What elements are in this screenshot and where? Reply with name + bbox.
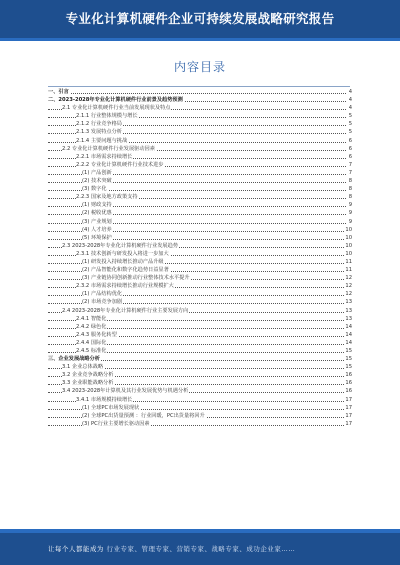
toc-entry[interactable] bbox=[48, 404, 352, 412]
toc-entry-label: 2.2.3 国家及地方政策支持 bbox=[76, 194, 138, 201]
toc-entry[interactable] bbox=[48, 218, 352, 226]
toc-entry-page: 12 bbox=[345, 283, 352, 290]
toc-entry-label: (2) 市场竞争加剧 bbox=[82, 299, 123, 306]
toc-entry-label: (1) 产品创新 bbox=[82, 169, 112, 176]
toc-entry-page: 17 bbox=[345, 420, 352, 427]
toc-entry-label: 2.3.1 技术创新与研发投入将进一步加大 bbox=[76, 250, 169, 257]
toc-entry-page: 14 bbox=[345, 323, 352, 330]
toc-entry-page: 8 bbox=[348, 178, 352, 185]
toc-entry[interactable] bbox=[48, 201, 352, 209]
toc-entry-page: 13 bbox=[345, 307, 352, 314]
toc-entry[interactable] bbox=[48, 169, 352, 177]
toc-entry-label: 2.4.4 国际化 bbox=[76, 339, 107, 346]
toc-entry-label: 2.3 2023-2028年专业化计算机硬件行业发展趋势 bbox=[62, 242, 178, 249]
toc-entry-page: 10 bbox=[345, 234, 352, 241]
toc-entry[interactable] bbox=[48, 412, 352, 420]
toc-entry[interactable] bbox=[48, 226, 352, 234]
toc-entry-page: 17 bbox=[345, 412, 352, 419]
toc-entry-label: 2.1.3 发展特点分析 bbox=[76, 129, 122, 136]
toc-entry[interactable] bbox=[48, 177, 352, 185]
toc-entry-page: 7 bbox=[348, 169, 352, 176]
toc-entry[interactable] bbox=[48, 112, 352, 120]
toc-entry[interactable] bbox=[48, 128, 352, 136]
toc-entry-label: (2) 产品智能化和数字化趋势日益显著 bbox=[82, 267, 169, 274]
toc-entry[interactable] bbox=[48, 371, 352, 379]
toc-entry-label: 2.3.2 市场需求持续增长推动行业规模扩大 bbox=[76, 283, 174, 290]
toc-entry-page: 9 bbox=[348, 218, 352, 225]
toc-entry-label: (2) 技术突破 bbox=[82, 178, 112, 185]
toc-entry-page: 11 bbox=[345, 258, 352, 265]
toc-entry-label: 2.4.5 标准化 bbox=[76, 348, 107, 354]
toc-entry-page: 12 bbox=[345, 291, 352, 298]
toc-entry[interactable] bbox=[48, 96, 352, 104]
toc-entry[interactable] bbox=[48, 355, 352, 363]
toc-entry[interactable] bbox=[48, 258, 352, 266]
toc-entry-label: (3) 数字化 bbox=[82, 186, 107, 193]
toc-entry-label: (4) 人才培养 bbox=[82, 226, 112, 233]
toc-entry-label: (1) 全球PC市场发展现状 bbox=[82, 404, 140, 411]
toc-entry-page: 12 bbox=[345, 275, 352, 282]
toc-entry-page: 10 bbox=[345, 250, 352, 257]
toc-entry[interactable] bbox=[48, 104, 352, 112]
toc-entry-label: 2.1.1 行业整体规模与增长 bbox=[76, 113, 138, 120]
toc-entry-page: 6 bbox=[348, 137, 352, 144]
toc-entry-label: (2) 税收优惠 bbox=[82, 210, 112, 217]
toc-entry[interactable] bbox=[48, 307, 352, 315]
toc-entry-page: 4 bbox=[348, 105, 352, 112]
toc-entry[interactable] bbox=[48, 145, 352, 153]
toc-entry[interactable] bbox=[48, 120, 352, 128]
report-title: 专业化计算机硬件企业可持续发展战略研究报告 bbox=[65, 11, 335, 26]
toc-entry-page: 14 bbox=[345, 339, 352, 346]
toc-entry-label: 2.2.1 市场需求持续增长 bbox=[76, 153, 133, 160]
toc-entry-page: 13 bbox=[345, 299, 352, 306]
toc-entry[interactable] bbox=[48, 153, 352, 161]
toc-entry-page: 5 bbox=[348, 121, 352, 128]
toc-entry-label: 3.2 企业竞争战略分析 bbox=[62, 372, 114, 379]
toc-entry-label: 三、企业发展战略分析 bbox=[48, 356, 100, 363]
toc-entry-label: (1) 研发投入持续增长推动产品升级 bbox=[82, 258, 164, 265]
toc-entry-page: 5 bbox=[348, 129, 352, 136]
toc-entry[interactable] bbox=[48, 331, 352, 339]
toc-entry[interactable] bbox=[48, 137, 352, 145]
toc-entry-page: 15 bbox=[345, 348, 352, 354]
toc-entry[interactable] bbox=[48, 396, 352, 404]
toc-entry[interactable] bbox=[48, 161, 352, 169]
toc-entry-page: 14 bbox=[345, 331, 352, 338]
toc-entry-page: 10 bbox=[345, 226, 352, 233]
toc-entry[interactable] bbox=[48, 387, 352, 395]
toc-entry-label: 一、引言 bbox=[48, 89, 69, 95]
toc-heading: 内容目录 bbox=[173, 60, 226, 74]
table-of-contents bbox=[48, 88, 352, 428]
toc-entry-page: 8 bbox=[348, 186, 352, 193]
toc-entry-label: 2.4.1 智能化 bbox=[76, 315, 107, 322]
toc-entry-page: 11 bbox=[345, 267, 352, 274]
toc-entry-page: 4 bbox=[348, 97, 352, 104]
toc-entry-label: 3.4 2023-2028年计算机及其行业发展优势与机遇分析 bbox=[62, 388, 189, 395]
toc-entry-label: 2.2.2 专业化计算机硬件行业技术进步 bbox=[76, 161, 164, 168]
toc-entry-label: (3) 产业链协同创新推动行业整体技术水平提升 bbox=[82, 275, 190, 282]
toc-entry-page: 13 bbox=[345, 315, 352, 322]
toc-entry-label: (1) 产品结构优化 bbox=[82, 291, 123, 298]
toc-entry-label: 2.4 2023-2028年专业化计算机硬件行业主要发展方向 bbox=[62, 307, 189, 314]
toc-entry-page: 4 bbox=[348, 89, 352, 95]
toc-entry-label: (3) 产业规划 bbox=[82, 218, 112, 225]
header-stripe bbox=[0, 38, 400, 41]
toc-entry-label: 二、2023-2028年专业化计算机硬件行业前景及趋势预测 bbox=[48, 97, 183, 104]
toc-entry-label: 3.1 企业总体战略 bbox=[62, 364, 104, 371]
footer-slogan-roles: 行业专家、管理专家、营销专家、战略专家、成功企业家…… bbox=[106, 545, 296, 553]
toc-entry-page: 15 bbox=[345, 364, 352, 371]
footer-slogan-lead: 让每个人都能成为 bbox=[48, 545, 104, 553]
toc-entry[interactable] bbox=[48, 363, 352, 371]
toc-entry[interactable] bbox=[48, 234, 352, 242]
toc-entry[interactable] bbox=[48, 315, 352, 323]
toc-entry-page: 17 bbox=[345, 396, 352, 403]
toc-entry-label: 2.2 专业化计算机硬件行业发展驱动因素 bbox=[62, 145, 155, 152]
toc-entry-page: 9 bbox=[348, 210, 352, 217]
toc-entry[interactable] bbox=[48, 323, 352, 331]
toc-entry-label: 2.1.2 行业竞争格局 bbox=[76, 121, 122, 128]
toc-leader-dots bbox=[48, 93, 346, 94]
toc-entry-page: 17 bbox=[345, 404, 352, 411]
toc-entry-page: 8 bbox=[348, 194, 352, 201]
toc-entry-label: (3) PC行业主要增长驱动因素 bbox=[82, 420, 150, 427]
toc-entry[interactable] bbox=[48, 290, 352, 298]
toc-entry-page: 9 bbox=[348, 202, 352, 209]
toc-entry[interactable] bbox=[48, 274, 352, 282]
toc-entry[interactable] bbox=[48, 185, 352, 193]
toc-entry-label: 2.1.4 主要问题与挑战 bbox=[76, 137, 128, 144]
toc-entry[interactable] bbox=[48, 298, 352, 306]
toc-entry-label: 2.4.2 绿色化 bbox=[76, 323, 107, 330]
toc-entry[interactable] bbox=[48, 209, 352, 217]
toc-divider bbox=[48, 86, 350, 87]
toc-entry-label: (2) 全球PC出货量预测 ：行业回暖，PC出货量将回升 bbox=[82, 412, 205, 419]
toc-entry[interactable] bbox=[48, 339, 352, 347]
toc-entry-label: 3.4.1 市场规模持续增长 bbox=[76, 396, 133, 403]
toc-entry-page: 6 bbox=[348, 145, 352, 152]
toc-entry[interactable] bbox=[48, 242, 352, 250]
toc-entry-page: 16 bbox=[345, 372, 352, 379]
toc-entry-label: 2.1 专业化计算机硬件行业当前发展现状及特点 bbox=[62, 105, 171, 112]
footer-slogan bbox=[48, 533, 295, 565]
toc-entry-page: 15 bbox=[345, 356, 352, 363]
toc-entry-label: (1) 财政支持 bbox=[82, 202, 112, 209]
toc-entry-label: 2.4.3 服务化转型 bbox=[76, 331, 117, 338]
toc-entry-page: 16 bbox=[345, 388, 352, 395]
toc-entry[interactable] bbox=[48, 282, 352, 290]
toc-entry[interactable] bbox=[48, 420, 352, 428]
toc-entry-page: 10 bbox=[345, 242, 352, 249]
toc-entry[interactable] bbox=[48, 379, 352, 387]
toc-entry[interactable] bbox=[48, 347, 352, 355]
toc-entry-page: 16 bbox=[345, 380, 352, 387]
toc-entry[interactable] bbox=[48, 250, 352, 258]
toc-entry-page: 6 bbox=[348, 153, 352, 160]
toc-entry[interactable] bbox=[48, 193, 352, 201]
toc-entry-label: (5) 环境保护 bbox=[82, 234, 112, 241]
toc-entry-label: 3.3 企业职能战略分析 bbox=[62, 380, 114, 387]
toc-entry[interactable] bbox=[48, 266, 352, 274]
toc-entry-page: 7 bbox=[348, 161, 352, 168]
toc-entry-page: 5 bbox=[348, 113, 352, 120]
toc-entry[interactable] bbox=[48, 88, 352, 96]
